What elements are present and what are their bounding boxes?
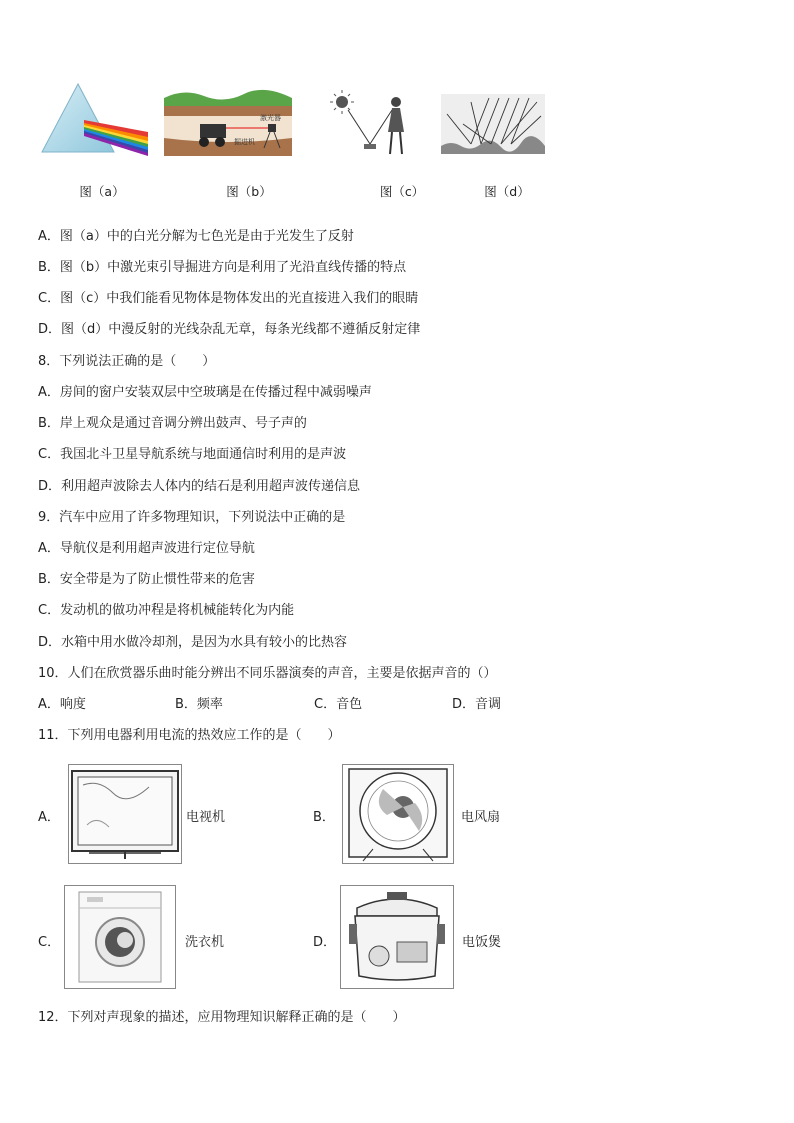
q11-choice-d-label: 电饭煲 xyxy=(462,935,502,950)
washing-machine-image xyxy=(64,885,176,989)
q7-option-c: C．图（c）中我们能看见物体是物体发出的光直接进入我们的眼睛 xyxy=(38,291,419,306)
q7-option-b: B．图（b）中激光束引导掘进方向是利用了光沿直线传播的特点 xyxy=(38,260,407,275)
q8-stem: 8．下列说法正确的是（ ） xyxy=(38,354,216,369)
q9-option-c: C．发动机的做功冲程是将机械能转化为内能 xyxy=(38,603,295,618)
caption-d: 图（d） xyxy=(484,184,530,199)
q8-option-c: C．我国北斗卫星导航系统与地面通信时利用的是声波 xyxy=(38,447,347,462)
q10-stem: 10．人们在欣赏器乐曲时能分辨出不同乐器演奏的声音，主要是依据声音的（） xyxy=(38,666,497,681)
q11-choice-c-label: 洗衣机 xyxy=(185,935,225,950)
caption-b: 图（b） xyxy=(226,184,272,199)
q11-choice-c-letter: C． xyxy=(38,935,61,950)
q8-option-d: D．利用超声波除去人体内的结石是利用超声波传递信息 xyxy=(38,479,361,494)
q10-option-c: C．音色 xyxy=(314,697,363,712)
caption-c: 图（c） xyxy=(379,184,425,199)
q7-option-d: D．图（d）中漫反射的光线杂乱无章，每条光线都不遵循反射定律 xyxy=(38,322,421,337)
caption-a: 图（a） xyxy=(79,184,125,199)
tv-image xyxy=(68,764,182,864)
q10-options xyxy=(38,696,558,714)
q9-option-b: B．安全带是为了防止惯性带来的危害 xyxy=(38,572,255,587)
q10-option-d: D．音调 xyxy=(452,697,502,712)
fan-image xyxy=(342,764,454,864)
figure-c-sun-girl xyxy=(330,88,420,160)
q11-stem: 11．下列用电器利用电流的热效应工作的是（ ） xyxy=(38,728,341,743)
figure-a-prism xyxy=(40,82,150,157)
figure-b-tunnel xyxy=(164,88,292,156)
q12-stem: 12．下列对声现象的描述，应用物理知识解释正确的是（ ） xyxy=(38,1010,406,1025)
q11-choice-b-label: 电风扇 xyxy=(461,810,501,825)
rice-cooker-image xyxy=(340,885,454,989)
q10-option-b: B．频率 xyxy=(175,697,223,712)
q9-option-a: A．导航仪是利用超声波进行定位导航 xyxy=(38,541,255,556)
laser-label: 激光器 xyxy=(260,114,281,122)
q8-option-b: B．岸上观众是通过音调分辨出鼓声、号子声的 xyxy=(38,416,307,431)
q10-option-a: A．响度 xyxy=(38,697,86,712)
q9-option-d: D．水箱中用水做冷却剂，是因为水具有较小的比热容 xyxy=(38,635,348,650)
q11-choice-a-letter: A． xyxy=(38,810,60,825)
figure-d-diffuse-reflection xyxy=(441,94,545,154)
tunneler-label: 掘进机 xyxy=(234,138,255,146)
q11-choice-a-label: 电视机 xyxy=(186,810,226,825)
q7-option-a: A．图（a）中的白光分解为七色光是由于光发生了反射 xyxy=(38,229,354,244)
q8-option-a: A．房间的窗户安装双层中空玻璃是在传播过程中减弱噪声 xyxy=(38,385,372,400)
q11-choice-b-letter: B． xyxy=(313,810,335,825)
q11-choice-d-letter: D． xyxy=(313,935,337,950)
q9-stem: 9．汽车中应用了许多物理知识，下列说法中正确的是 xyxy=(38,510,346,525)
